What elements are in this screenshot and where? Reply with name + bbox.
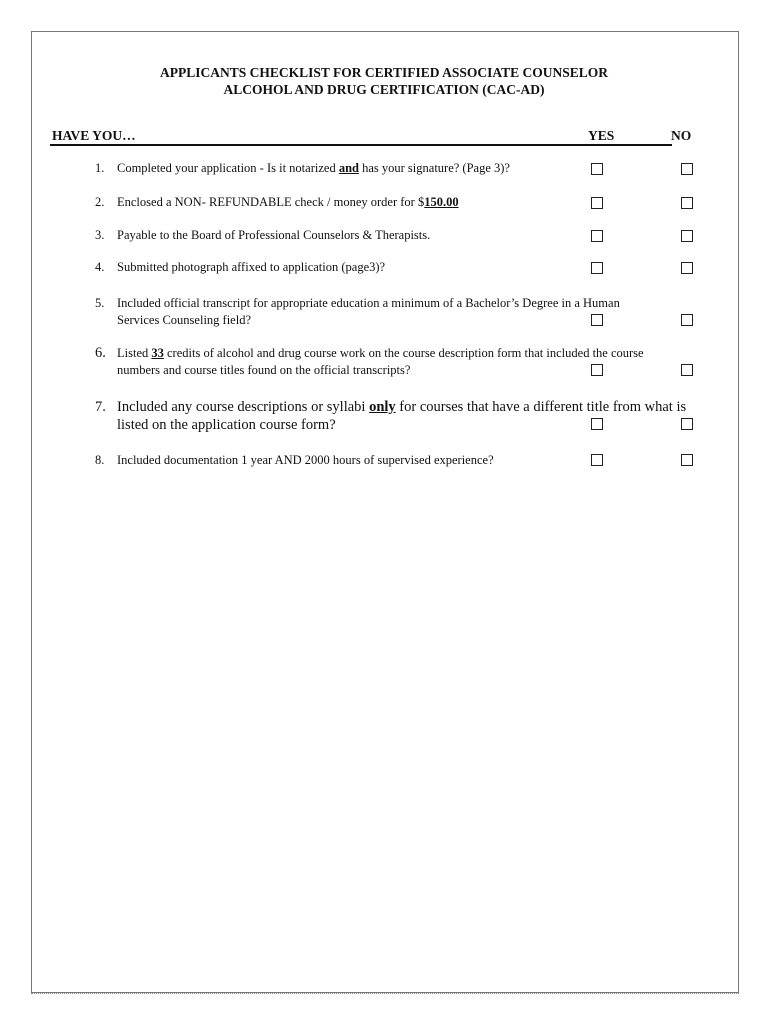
item-number: 2.	[95, 195, 105, 209]
item-2-yes-checkbox[interactable]	[591, 197, 603, 209]
item-1-no-checkbox[interactable]	[681, 163, 693, 175]
no-column-header: NO	[671, 128, 692, 143]
item-number: 7.	[95, 399, 106, 415]
header-rule	[50, 144, 672, 146]
credits-count: 33	[151, 346, 164, 360]
item-6-no-checkbox[interactable]	[681, 364, 693, 376]
emphasis-only: only	[369, 399, 396, 415]
item-text: Payable to the Board of Professional Counselors & Therapists.	[117, 228, 431, 242]
item-number: 4.	[95, 260, 105, 274]
item-1-yes-checkbox[interactable]	[591, 163, 603, 175]
item-text: Included any course descriptions or syllabi only for courses that have a different title from what is listed on the application course form?	[117, 399, 687, 433]
title-line-2: ALCOHOL AND DRUG CERTIFICATION (CAC-AD)	[223, 82, 545, 97]
item-number: 6.	[95, 345, 106, 361]
item-text: Included documentation 1 year AND 2000 hours of supervised experience?	[117, 453, 494, 467]
item-8-yes-checkbox[interactable]	[591, 454, 603, 466]
item-2-no-checkbox[interactable]	[681, 197, 693, 209]
item-text: Completed your application - Is it notarized and has your signature? (Page 3)?	[117, 161, 510, 175]
item-4-no-checkbox[interactable]	[681, 262, 693, 274]
item-text: Listed 33 credits of alcohol and drug course work on the course description form that included the course numbers and course titles found on the official transcripts?	[117, 346, 644, 377]
item-number: 5.	[95, 296, 105, 310]
item-5-yes-checkbox[interactable]	[591, 314, 603, 326]
item-5-no-checkbox[interactable]	[681, 314, 693, 326]
item-3-yes-checkbox[interactable]	[591, 230, 603, 242]
fee-amount: 150.00	[424, 195, 459, 209]
item-number: 1.	[95, 161, 105, 175]
title-line-1: APPLICANTS CHECKLIST FOR CERTIFIED ASSOCIATE COUNSELOR	[160, 65, 608, 80]
item-8-no-checkbox[interactable]	[681, 454, 693, 466]
item-number: 8.	[95, 453, 105, 467]
item-text: Enclosed a NON- REFUNDABLE check / money order for $150.00	[117, 195, 459, 209]
yes-column-header: YES	[588, 128, 615, 143]
item-7-yes-checkbox[interactable]	[591, 418, 603, 430]
item-6-yes-checkbox[interactable]	[591, 364, 603, 376]
page-bottom-divider	[31, 993, 739, 994]
item-number: 3.	[95, 228, 105, 242]
have-you-header: HAVE YOU…	[52, 128, 136, 143]
item-4-yes-checkbox[interactable]	[591, 262, 603, 274]
item-7-no-checkbox[interactable]	[681, 418, 693, 430]
item-text: Included official transcript for appropriate education a minimum of a Bachelor’s Degree in a Human Services Counseling field?	[117, 296, 620, 327]
item-3-no-checkbox[interactable]	[681, 230, 693, 242]
item-text: Submitted photograph affixed to application (page3)?	[117, 260, 386, 274]
emphasis-and: and	[338, 161, 359, 175]
